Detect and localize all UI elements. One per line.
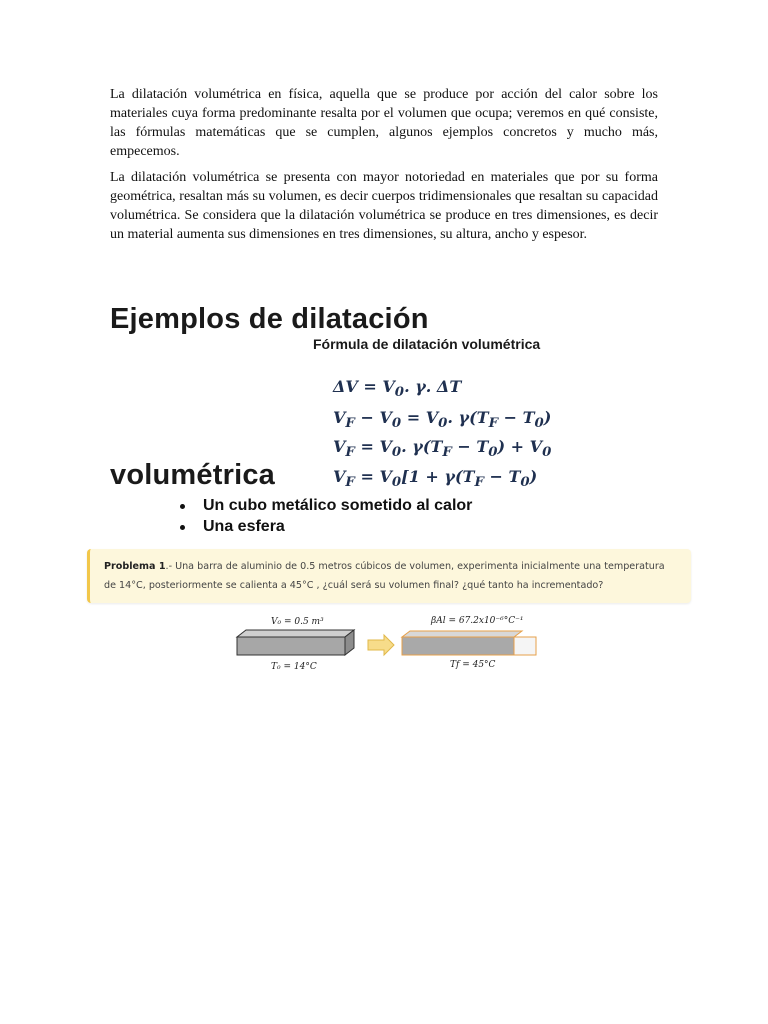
example-label: Una esfera: [203, 518, 285, 535]
problem-label: Problema 1: [104, 561, 166, 572]
description-paragraph: La dilatación volumétrica se presenta con mayor notoriedad en materiales que por su forma geométrica, resaltan más su volumen, es decir cuerpos tridimensionales que resaltan su capacidad volumétrica. Se considera que la dilatación volumétrica se produce en tres dimensiones, es decir un material aumenta sus dimensiones en tres dimensiones, su altura, ancho y espesor.: [110, 170, 658, 242]
list-item: [170, 516, 472, 537]
bullet-icon: [180, 504, 185, 509]
formula-vf-sum: $V_F = V_0$. $\gamma(T_F - T_0) + V_0$: [333, 437, 552, 461]
expansion-arrow-icon: [368, 635, 394, 655]
example-label: Un cubo metálico sometido al calor: [203, 497, 473, 514]
problem-statement: [104, 557, 679, 595]
initial-bar: [237, 630, 354, 655]
problem-box: [87, 549, 691, 603]
formula-vf-minus-v0: $V_F - V_0 = V_0$. $\gamma(T_F - T_0)$: [333, 408, 552, 432]
formula-title: Fórmula de dilatación volumétrica: [313, 336, 541, 352]
final-temperature-label: Tf = 45°C: [450, 660, 496, 670]
formula-delta-v: $\Delta V = V_0$. γ. ΔT: [333, 377, 462, 401]
examples-heading-line1: Ejemplos de dilatación: [110, 303, 429, 335]
list-item: [170, 495, 472, 516]
initial-volume-label: V₀ = 0.5 m³: [271, 617, 324, 627]
examples-list: [170, 495, 472, 537]
initial-temperature-label: T₀ = 14°C: [271, 662, 317, 672]
expanded-bar: [402, 631, 536, 655]
intro-paragraph: La dilatación volumétrica en física, aquella que se produce por acción del calor sobre los materiales cuya forma predominante resalta por el volumen que ocupa; veremos en qué consiste, las fórmulas matemáticas que se cumplen, algunos ejemplos concretos y mucho más, empecemos.: [110, 87, 658, 159]
problem-text: .- Una barra de aluminio de 0.5 metros cúbicos de volumen, experimenta inicialmente una temperatura de 14°C, posteriormente se calienta a 45°C , ¿cuál será su volumen final? ¿qué tanto ha incrementado?: [104, 561, 665, 591]
bullet-icon: [180, 525, 185, 530]
examples-heading-line2: volumétrica: [110, 459, 275, 491]
formula-vf-factored: $V_F = V_0[1 + \gamma(T_F - T_0)$: [333, 467, 538, 491]
expansion-coefficient-label: βAl = 67.2x10⁻⁶°C⁻¹: [431, 616, 524, 626]
